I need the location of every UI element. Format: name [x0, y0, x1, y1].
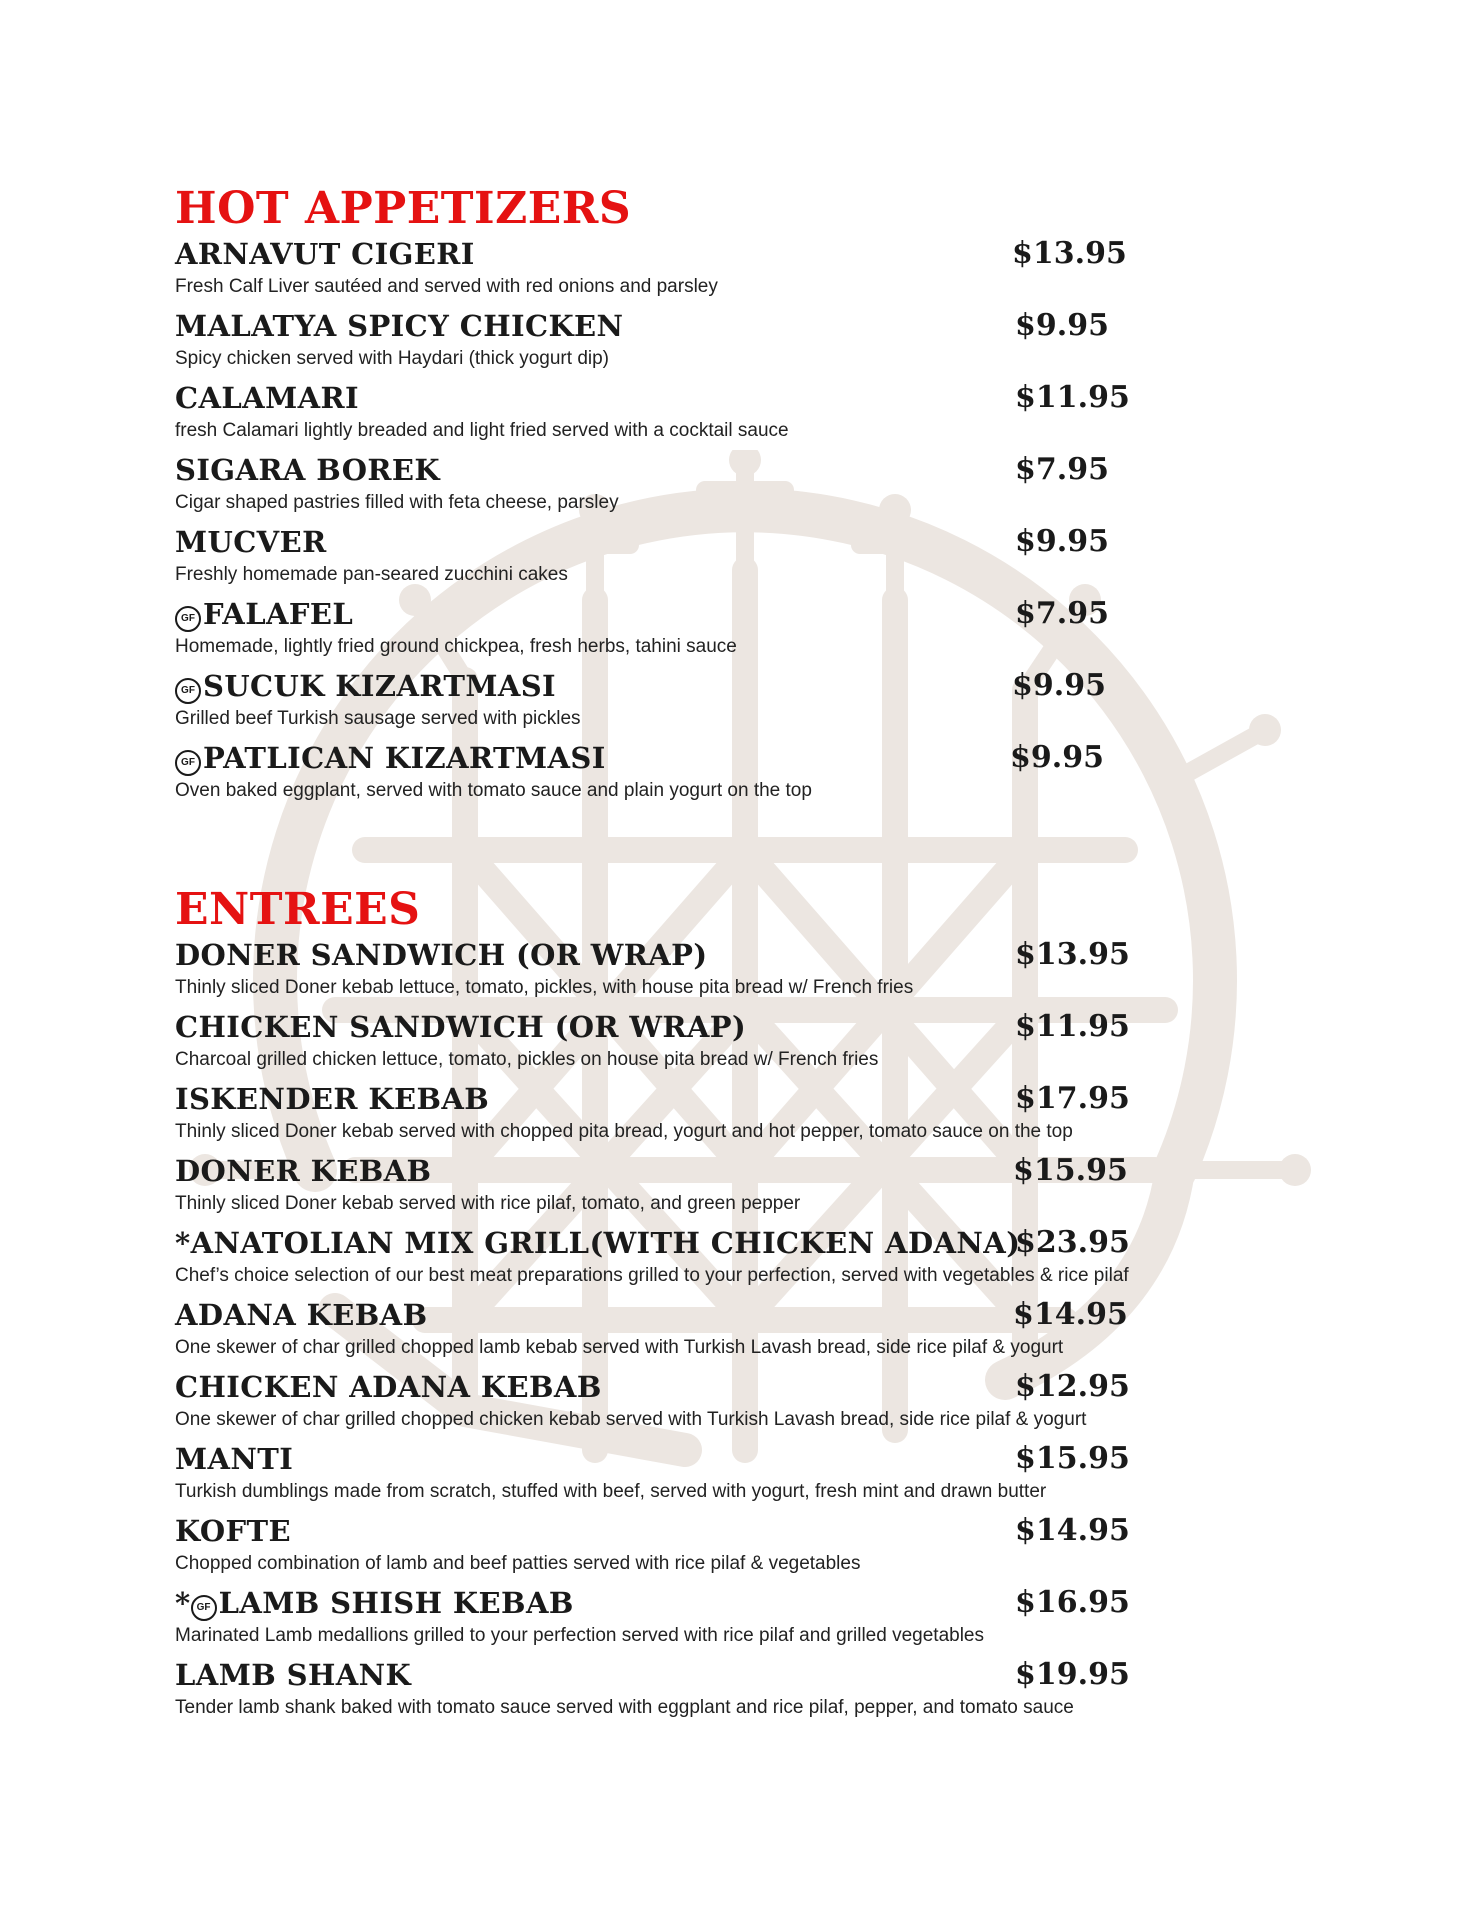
menu-item-name-text: DONER KEBAB	[175, 1154, 432, 1188]
menu-item-name	[175, 379, 359, 417]
menu-item	[175, 307, 1315, 379]
menu-item-name	[175, 523, 327, 561]
menu-item-price: $7.95	[1015, 452, 1109, 487]
menu-item-name	[175, 1296, 428, 1334]
section-title: ENTREES	[175, 884, 421, 935]
menu-item-description: Charcoal grilled chicken lettuce, tomato, pickles on house pita bread w/ French fries	[175, 1049, 879, 1070]
menu-item-price: $15.95	[1013, 1153, 1128, 1188]
menu-item-description: Tender lamb shank baked with tomato sauce served with eggplant and rice pilaf, pepper, and tomato sauce	[175, 1697, 1074, 1718]
menu-item-description: Freshly homemade pan-seared zucchini cakes	[175, 564, 568, 585]
menu-item-name	[175, 1440, 293, 1478]
menu-item-name	[175, 1656, 411, 1694]
menu-item-name-text: FALAFEL	[203, 597, 354, 631]
menu-item-description: Marinated Lamb medallions grilled to your perfection served with rice pilaf and grilled vegetables	[175, 1625, 984, 1646]
menu-item	[175, 1584, 1315, 1656]
menu-item-description: Thinly sliced Doner kebab lettuce, tomato, pickles, with house pita bread w/ French fries	[175, 977, 914, 998]
menu-item-description: One skewer of char grilled chopped lamb kebab served with Turkish Lavash bread, side rice pilaf & yogurt	[175, 1337, 1064, 1358]
menu-item-name	[175, 1368, 602, 1406]
menu-item-name-text: DONER SANDWICH (OR WRAP)	[175, 938, 708, 972]
menu-item-price: $9.95	[1015, 308, 1109, 343]
menu-item-name-text: ARNAVUT CIGERI	[175, 237, 475, 271]
menu-item-name	[175, 1008, 746, 1046]
menu-item	[175, 667, 1315, 739]
menu-item-description: Turkish dumblings made from scratch, stuffed with beef, served with yogurt, fresh mint and drawn butter	[175, 1481, 1047, 1502]
menu-item	[175, 1224, 1315, 1296]
menu-item-name	[175, 667, 556, 705]
menu-item-name-text: MALATYA SPICY CHICKEN	[175, 309, 624, 343]
menu-item-list	[175, 235, 1315, 811]
menu-item	[175, 1440, 1315, 1512]
menu-item-description: Chef’s choice selection of our best meat preparations grilled to your perfection, served with vegetables & rice pilaf	[175, 1265, 1129, 1286]
menu-item-name-text: ISKENDER KEBAB	[175, 1082, 490, 1116]
menu-item-name-text: *ANATOLIAN MIX GRILL(WITH CHICKEN ADANA)	[175, 1226, 1021, 1260]
menu-item-name	[175, 1080, 489, 1118]
menu-item	[175, 523, 1315, 595]
menu-item-description: fresh Calamari lightly breaded and light fried served with a cocktail sauce	[175, 420, 789, 441]
menu-item	[175, 739, 1315, 811]
menu-item	[175, 379, 1315, 451]
menu-item-price: $9.95	[1010, 740, 1104, 775]
menu-item-name-text: SIGARA BOREK	[175, 453, 440, 487]
menu-item	[175, 1368, 1315, 1440]
menu-item-name-text: MUCVER	[175, 525, 327, 559]
menu-item-name-text: CALAMARI	[175, 381, 359, 415]
menu-item	[175, 1080, 1315, 1152]
menu-item	[175, 1656, 1315, 1728]
menu-item-price: $14.95	[1015, 1513, 1130, 1548]
menu-item-name-text: PATLICAN KIZARTMASI	[203, 741, 606, 775]
menu-item-name	[175, 739, 606, 777]
menu-item-name-text: LAMB SHANK	[175, 1658, 412, 1692]
menu-item	[175, 1512, 1315, 1584]
menu-item-price: $7.95	[1015, 596, 1109, 631]
menu-item	[175, 1296, 1315, 1368]
menu-item-list	[175, 936, 1315, 1728]
menu-item-name-text: LAMB SHISH KEBAB	[218, 1586, 574, 1620]
menu-item-name-text: MANTI	[175, 1442, 294, 1476]
menu-item-price: $11.95	[1015, 380, 1130, 415]
menu-item-description: Homemade, lightly fried ground chickpea, fresh herbs, tahini sauce	[175, 636, 737, 657]
menu-item-name-text: CHICKEN SANDWICH (OR WRAP)	[175, 1010, 747, 1044]
menu-item-price: $11.95	[1015, 1009, 1130, 1044]
menu-item	[175, 936, 1315, 1008]
menu-item-price: $15.95	[1015, 1441, 1130, 1476]
gluten-free-icon: GF	[175, 750, 201, 776]
menu-item-description: Fresh Calf Liver sautéed and served with red onions and parsley	[175, 276, 718, 297]
menu-item-price: $13.95	[1015, 937, 1130, 972]
section-title: HOT APPETIZERS	[175, 183, 632, 234]
gluten-free-icon: GF	[175, 606, 201, 632]
menu-item-description: Grilled beef Turkish sausage served with pickles	[175, 708, 581, 729]
menu-item	[175, 1152, 1315, 1224]
menu-item-description: Spicy chicken served with Haydari (thick yogurt dip)	[175, 348, 610, 369]
menu-item-name-text: ADANA KEBAB	[175, 1298, 428, 1332]
menu-item-price: $23.95	[1015, 1225, 1130, 1260]
menu-item-name-text: KOFTE	[175, 1514, 291, 1548]
menu-item-price: $16.95	[1015, 1585, 1130, 1620]
hot-appetizers-section	[175, 183, 1315, 811]
menu-item-description: Cigar shaped pastries filled with feta cheese, parsley	[175, 492, 619, 513]
menu-item-description: Thinly sliced Doner kebab served with rice pilaf, tomato, and green pepper	[175, 1193, 801, 1214]
gluten-free-icon: GF	[175, 678, 201, 704]
menu-item-name	[175, 1584, 574, 1622]
menu-item-name-text: CHICKEN ADANA KEBAB	[175, 1370, 602, 1404]
menu-item-name	[175, 936, 708, 974]
menu-item-name	[175, 1152, 431, 1190]
entrees-section	[175, 884, 1315, 1728]
menu-item-price: $9.95	[1015, 524, 1109, 559]
menu-item-price: $12.95	[1015, 1369, 1130, 1404]
menu-item-name	[175, 235, 475, 273]
menu-item	[175, 451, 1315, 523]
menu-item-price: $19.95	[1015, 1657, 1130, 1692]
menu-item-price: $17.95	[1015, 1081, 1130, 1116]
menu-item-price: $14.95	[1013, 1297, 1128, 1332]
asterisk-mark: *	[175, 1586, 191, 1620]
menu-item-name	[175, 595, 353, 633]
menu-item-description: Oven baked eggplant, served with tomato sauce and plain yogurt on the top	[175, 780, 812, 801]
menu-item	[175, 1008, 1315, 1080]
menu-item-name	[175, 307, 623, 345]
menu-item-name	[175, 1512, 291, 1550]
menu-item	[175, 595, 1315, 667]
gluten-free-icon: GF	[191, 1595, 217, 1621]
menu-item-description: Thinly sliced Doner kebab served with chopped pita bread, yogurt and hot pepper, tomato sauce on the top	[175, 1121, 1073, 1142]
menu-item-description: Chopped combination of lamb and beef patties served with rice pilaf & vegetables	[175, 1553, 861, 1574]
menu-item-description: One skewer of char grilled chopped chicken kebab served with Turkish Lavash bread, side rice pilaf & yogurt	[175, 1409, 1087, 1430]
menu-item-name	[175, 1224, 1020, 1262]
menu-item-price: $13.95	[1012, 236, 1127, 271]
menu-item-name-text: SUCUK KIZARTMASI	[203, 669, 557, 703]
menu-item-name	[175, 451, 440, 489]
menu-item-price: $9.95	[1012, 668, 1106, 703]
menu-item	[175, 235, 1315, 307]
